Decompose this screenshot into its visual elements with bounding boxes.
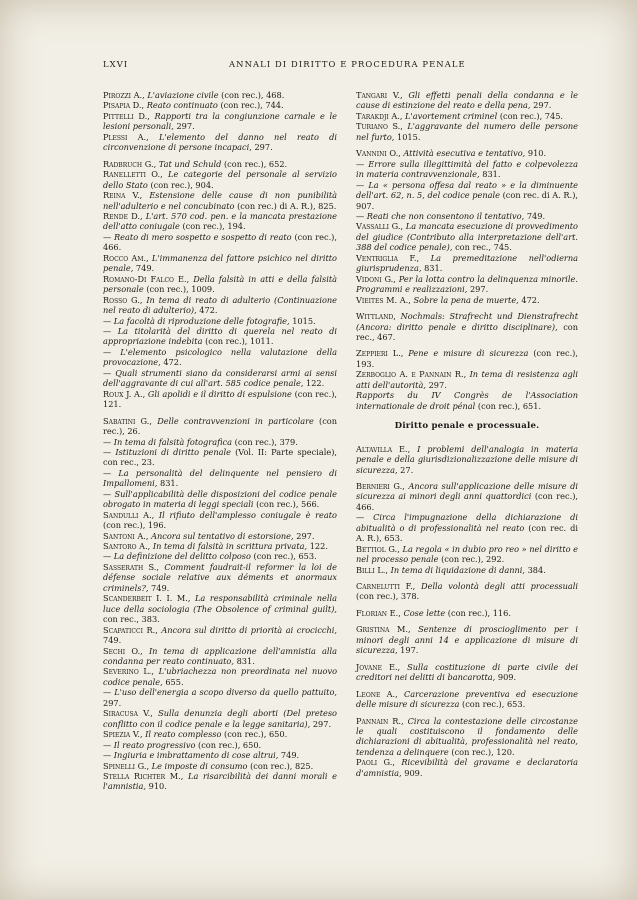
index-entry: [356, 90, 578, 111]
index-entry: [103, 111, 337, 132]
page-reference: 749.: [526, 210, 546, 221]
index-entry: [356, 581, 578, 602]
index-entry: [356, 121, 578, 142]
page-reference: (con rec.), 744.: [220, 100, 284, 111]
index-entry: [356, 565, 578, 575]
page-reference: 297.: [312, 718, 332, 729]
article-title: La mancata esecuzione di provvedimento del giudice (Contributo alla interpretazione dell'art. 388 del codice penale),: [356, 221, 578, 253]
article-title: Ancora sul diritto di priorità ai crocicchi,: [161, 624, 338, 635]
article-title: Sulla denunzia degli aborti (Del preteso conflitto con il codice penale e la legge sanitaria),: [103, 708, 337, 729]
author-name: Zerboglio A. e Pannain R.,: [356, 369, 467, 380]
page-reference: (con rec.), 651.: [477, 400, 542, 411]
page-reference: (con rec.), 466.: [356, 491, 578, 512]
article-title: In tema di applicazione dell'amnistia alla condanna per reato continuato,: [103, 645, 337, 667]
index-entry: [103, 274, 337, 295]
index-entry: [103, 90, 337, 100]
page-reference: (con rec.), 1009.: [146, 284, 215, 295]
author-name: Reina V.,: [103, 190, 143, 201]
author-name: Vassalli G.,: [356, 221, 404, 232]
page-reference: 749.: [280, 750, 300, 761]
article-title: In tema di falsità fotografica: [113, 436, 233, 447]
author-name: Altavilla E.,: [356, 443, 411, 454]
journal-title: ANNALI DI DIRITTO E PROCEDURA PENALE: [229, 59, 466, 69]
article-title: Estensione delle cause di non punibilità nell'adulterio e nel concubinato: [103, 190, 338, 211]
author-name: Vannini O.,: [356, 148, 401, 159]
author-name: Pannain R.,: [356, 715, 404, 726]
article-title: Il reato complesso: [145, 729, 222, 740]
right-column: [356, 90, 578, 778]
index-entry: — Circa l'impugnazione della dichiarazione di abitualità o di professionalità nel reato (con rec. di A. R.), 653.: [356, 512, 578, 544]
article-title: Cose lette: [403, 607, 446, 618]
article-title: La personalità del delinquente nel pensiero di Impallomeni,: [103, 467, 337, 489]
index-entry: [103, 562, 337, 593]
page-reference: 910.: [527, 148, 547, 159]
page-reference: (con rec.), 653.: [253, 551, 317, 562]
index-entry: — Reati che non consentono il tentativo, 749.: [356, 210, 546, 221]
article-title: Errore sulla illegittimità del fatto e colpevolezza in materia contravvenzionale,: [356, 158, 579, 180]
author-name: Plessi A.,: [103, 131, 149, 142]
index-entry: [356, 544, 578, 565]
article-title: Le categorie del personale al servizio dello Stato: [103, 169, 337, 190]
article-title: L'immanenza del fattore psichico nel diritto penale,: [103, 252, 337, 274]
index-entry: [356, 689, 578, 710]
running-header: [103, 59, 571, 73]
article-title: In tema di reato di adulterio (Continuazione nel reato di adulterio),: [103, 294, 337, 316]
author-name: Severino L.,: [103, 666, 154, 677]
article-title: Gli apolidi e il diritto di espulsione: [147, 388, 292, 399]
index-entry: [103, 169, 337, 190]
page-reference: (con rec.), 650.: [224, 729, 288, 740]
page-reference: 27.: [400, 464, 414, 475]
page-reference: 909.: [497, 672, 517, 683]
article-title: Sobre la pena de muerte,: [413, 294, 519, 305]
author-name: Sechi O.,: [103, 645, 143, 656]
article-title: L'avortement criminel: [405, 110, 498, 121]
author-name: Sasserath S.,: [103, 561, 160, 572]
article-title: Per la lotta contro la delinquenza minorile. Programmi e realizzazioni,: [356, 273, 578, 295]
index-entry: [356, 295, 578, 305]
page-reference: 297.: [428, 379, 447, 390]
page-reference: 655.: [165, 676, 184, 687]
page-reference: 1015.: [292, 315, 316, 326]
article-title: Sull'applicabilità delle disposizioni del codice penale obrogato in materia di leggi speciali: [103, 488, 337, 510]
index-entry: [103, 295, 337, 316]
author-name: Rosso G.,: [103, 294, 143, 305]
author-name: Siracusa V.,: [103, 708, 153, 719]
index-entry: [356, 624, 578, 655]
index-entry: — Istituzioni di diritto penale (Vol. II: Parte speciale), con rec., 23.: [103, 446, 337, 468]
page-reference: 749.: [151, 582, 170, 593]
article-title: Carcerazione preventiva ed esecuzione delle misure di sicurezza: [356, 688, 578, 710]
index-entry: — Ingiuria e imbrattamento di cose altrui, 749.: [103, 750, 300, 761]
index-entry: — L'uso dell'energia a scopo diverso da quello pattuito, 297.: [103, 687, 337, 708]
index-entry: [103, 510, 337, 531]
author-name: Scapaticci R.,: [103, 624, 158, 635]
author-name: Roux J. A.,: [103, 388, 146, 399]
page-reference: (con rec.), 745.: [499, 110, 564, 121]
page-reference: 297.: [176, 121, 195, 132]
author-name: Wittland,: [356, 311, 396, 322]
page-reference: 297.: [533, 100, 552, 111]
author-name: Pisapia D.,: [103, 100, 145, 111]
author-name: Romano-Di Falco E.,: [103, 273, 190, 284]
author-name: Jovane E.,: [356, 661, 401, 672]
index-entry: [103, 416, 337, 437]
page-reference: (con rec. di A. R.), 907.: [356, 190, 578, 211]
article-title: La responsabilità criminale nella luce della sociologia (The Obsolence of criminal guilt),: [103, 593, 337, 614]
article-title: L'ubriachezza non preordinata nel nuovo codice penale,: [103, 666, 337, 687]
author-name: Scanderbeit I. I. M.,: [103, 593, 191, 604]
article-title: La definizione del delitto colposo: [113, 551, 251, 562]
index-entry: [103, 708, 337, 729]
author-name: Ventriglia F.,: [356, 252, 420, 263]
author-name: Radbruch G.,: [103, 158, 157, 169]
author-name: Rocco Am.,: [103, 252, 149, 263]
index-entry: [103, 389, 337, 410]
index-entry: — La personalità del delinquente nel pensiero di Impallomeni, 831.: [103, 467, 337, 489]
author-name: Gristina M.,: [356, 624, 411, 635]
article-title: In tema di resistenza agli atti dell'autorità,: [356, 369, 578, 390]
author-name: Sabatini G.,: [103, 415, 152, 426]
index-entry: [356, 757, 578, 778]
page-reference: (con rec.) di A. R.), 825.: [237, 200, 337, 211]
index-entry: [103, 190, 337, 211]
author-name: Carnelutti F.,: [356, 581, 416, 592]
page-number: LXVI: [103, 59, 129, 69]
article-title: La regola « in dubio pro reo » nel diritto e nel processo penale: [356, 543, 579, 565]
article-title: Della volontà degli atti processuali: [421, 581, 578, 592]
page-reference: (Vol. II: Parte speciale), con rec., 23.: [103, 446, 337, 468]
page-reference: (con rec.), 193.: [356, 348, 578, 369]
page-reference: 831.: [424, 263, 443, 274]
page-reference: con rec., 383.: [103, 614, 160, 625]
article-title: Attività esecutiva e tentativo,: [403, 148, 526, 159]
article-title: L'elemento del danno nel reato di circonvenzione di persone incapaci,: [103, 131, 337, 153]
index-entry: [103, 159, 337, 169]
page-reference: (con rec.), 650.: [198, 739, 262, 750]
page-reference: 472.: [163, 357, 182, 368]
index-entry: — Reato di mero sospetto e sospetto di reato (con rec.), 466.: [103, 231, 337, 253]
index-entry: [356, 390, 578, 411]
article-title: Gli effetti penali della condanna e le cause di estinzione del reato e della pena,: [356, 90, 578, 111]
page-reference: 831.: [482, 169, 501, 180]
index-entry: — Quali strumenti siano da considerarsi armi ai sensi dell'aggravante di cui all'art. 585 codice penale, 122.: [103, 367, 337, 389]
author-name: Spiezia V.,: [103, 729, 143, 740]
index-entry: [103, 625, 337, 646]
page-reference: 909.: [404, 767, 423, 778]
author-name: Vieites M. A.,: [356, 294, 411, 305]
page-reference: con rec., 467.: [356, 321, 578, 342]
page-reference: 749.: [103, 635, 122, 646]
page-reference: 122.: [306, 378, 325, 389]
article-title: Ricevibilità del gravame e declaratoria d'amnistia,: [356, 757, 578, 778]
page-reference: (con rec.), 196.: [103, 520, 167, 531]
article-title: Il reato progressivo: [113, 739, 196, 750]
index-entry: [103, 100, 337, 110]
page-reference: (con rec.), 292.: [441, 554, 505, 565]
page-reference: (con rec.), 652.: [223, 158, 288, 169]
index-entry: [356, 111, 578, 121]
page-reference: (con rec.), 1011.: [205, 336, 274, 347]
article-title: I problemi dell'analogia in materia penale e della giurisdizionalizzazione delle misure di sicurezza,: [356, 443, 578, 475]
page-reference: 831.: [236, 656, 255, 667]
index-entry: [103, 593, 337, 624]
article-title: La « persona offesa dal reato » e la diminuente dell'art. 62, n. 5, del codice penale: [356, 179, 578, 201]
left-column: [103, 90, 337, 792]
index-entry: [356, 608, 578, 618]
page-reference: con rec., 745.: [455, 242, 512, 253]
index-entry: [103, 646, 337, 667]
author-name: Santoni A.,: [103, 530, 149, 541]
author-name: Pittelli D.,: [103, 110, 150, 121]
author-name: Pirozzi A.,: [103, 90, 145, 100]
article-title: Quali strumenti siano da considerarsi armi ai sensi dell'aggravante di cui all'art. 585 codice penale,: [103, 367, 337, 389]
author-name: Vidoni G.,: [356, 273, 396, 284]
article-title: Della falsità in atti e della falsità personale: [103, 273, 337, 295]
article-title: Pene e misure di sicurezza: [408, 348, 529, 359]
article-title: Le imposte di consumo: [151, 760, 248, 771]
page-reference: (con rec.), 26.: [103, 415, 338, 437]
article-title: Tat und Schuld: [158, 158, 222, 169]
author-name: Turiano S.,: [356, 121, 403, 132]
article-title: Istituzioni di diritto penale: [115, 446, 231, 457]
index-entry: [356, 253, 578, 274]
page-reference: 910.: [148, 781, 167, 792]
page-reference: 122.: [309, 541, 328, 552]
author-name: Ranelletti O.,: [103, 169, 163, 180]
page-reference: (con rec.), 121.: [103, 388, 337, 410]
index-entry: — In tema di falsità fotografica (con rec.), 379.: [103, 436, 298, 447]
article-title: L'uso dell'energia a scopo diverso da quello pattuito,: [114, 687, 337, 698]
index-entry: [356, 311, 578, 342]
article-title: Circa la contestazione delle circostanze le quali costituiscono il fondamento delle dichiarazioni di abitualità, professionalità nel reato, tendenza a delinquere: [356, 715, 578, 757]
author-name: Bettiol G.,: [356, 543, 400, 554]
index-entry: [356, 369, 578, 390]
article-title: Rapporti tra la congiunzione carnale e le lesioni personali,: [103, 110, 338, 132]
index-entry: [103, 253, 337, 274]
author-name: Billi L.,: [356, 564, 388, 575]
index-entry: — La titolarità del diritto di querela nel reato di appropriazione indebita (con rec.), 1011.: [103, 325, 337, 347]
index-entry: [356, 348, 578, 369]
article-title: Nochmals: Strafrecht und Dienstrafrecht (Ancora: diritto penale e diritto disciplinare),: [356, 311, 578, 332]
article-title: Ingiuria e imbrattamento di cose altrui,: [113, 750, 279, 761]
index-entry: [103, 771, 337, 792]
author-name: Tangari V.,: [356, 90, 403, 100]
index-entry: [356, 221, 578, 252]
article-title: In tema di falsità in scrittura privata,: [152, 541, 308, 552]
article-title: Comment faudrait-il reformer la loi de défense sociale relative aux déments et anormaux criminels?,: [103, 561, 337, 593]
page-reference: (con rec.), 468.: [221, 90, 285, 100]
author-name: Leone A.,: [356, 688, 398, 699]
page-reference: (con rec. di A. R.), 653.: [356, 522, 578, 544]
page-reference: 1015.: [397, 131, 421, 142]
article-title: La premeditazione nell'odierna giurisprudenza,: [356, 252, 578, 274]
page-reference: (con rec.), 378.: [356, 591, 420, 602]
author-name: Spinelli G.,: [103, 760, 150, 771]
index-entry: [356, 481, 578, 512]
page-reference: (con rec.), 379.: [234, 436, 298, 447]
page-reference: (con rec.), 120.: [451, 746, 515, 757]
article-title: L'aviazione civile: [147, 90, 219, 100]
index-entry: — La definizione del delitto colposo (con rec.), 653.: [103, 551, 317, 562]
article-title: La facoltà di riproduzione delle fotografie,: [113, 315, 290, 326]
page-reference: 472.: [199, 305, 218, 316]
index-entry: [103, 211, 337, 232]
index-entry: — La « persona offesa dal reato » e la diminuente dell'art. 62, n. 5, del codice penale (con rec. di A. R.), 907.: [356, 179, 578, 211]
index-entry: [103, 531, 337, 541]
index-entry: [103, 541, 337, 551]
page-reference: 197.: [400, 645, 419, 656]
article-title: Ancora sull'applicazione delle misure di sicurezza ai minori degli anni quattordici: [356, 480, 579, 502]
page-reference: 472.: [521, 294, 540, 305]
article-title: Reato di mero sospetto e sospetto di reato: [114, 231, 292, 242]
article-title: Sulla costituzione di parte civile dei creditori nei delitti di bancarotta,: [356, 661, 578, 683]
index-entry: [103, 132, 337, 153]
article-title: L'aggravante del numero delle persone nel furto,: [356, 121, 578, 142]
article-title: Rapports du IV Congrès de l'Association internationale de droit pénal: [356, 390, 578, 411]
author-name: Paoli G.,: [356, 757, 395, 768]
author-name: Stella Richter M.,: [103, 771, 184, 781]
article-title: Il rifiuto dell'amplesso coniugale è reato: [158, 509, 337, 520]
author-name: Florian E.,: [356, 607, 401, 618]
article-title: Delle contravvenzioni in particolare: [157, 415, 314, 426]
page-reference: 297.: [103, 697, 122, 708]
page-reference: (con rec.), 116.: [447, 607, 511, 618]
author-name: Sandulli A.,: [103, 509, 155, 520]
page-reference: 384.: [527, 564, 546, 575]
page-reference: 297.: [296, 530, 315, 541]
article-title: Reato continuato: [146, 100, 218, 111]
page-reference: 749.: [135, 263, 155, 274]
index-entry: — Errore sulla illegittimità del fatto e colpevolezza in materia contravvenzionale, 831.: [356, 158, 579, 180]
index-entry: — Sull'applicabilità delle disposizioni del codice penale obrogato in materia di leggi speciali (con rec.), 566.: [103, 488, 337, 510]
page-reference: 831.: [160, 478, 179, 489]
page-reference: (con rec.), 466.: [103, 231, 337, 253]
section-heading: Diritto penale e processuale.: [394, 421, 540, 432]
index-entry: [356, 148, 578, 158]
article-title: Reati che non consentono il tentativo,: [366, 210, 525, 221]
page-reference: 297.: [254, 142, 273, 153]
index-entry: [356, 274, 578, 295]
index-entry: — L'elemento psicologico nella valutazione della provocazione, 472.: [103, 346, 337, 368]
article-title: Ancora sul tentativo di estorsione,: [151, 530, 294, 541]
index-entry: [103, 761, 337, 771]
author-name: Rende D.,: [103, 210, 143, 221]
article-title: Sentenze di proscioglimento per i minori degli anni 14 e applicazione di misure di sicurezza,: [356, 624, 579, 656]
author-name: Santoro A.,: [103, 541, 151, 552]
index-entry: [356, 716, 578, 758]
page-reference: (con rec.), 566.: [256, 499, 320, 510]
article-title: La titolarità del diritto di querela nel reato di appropriazione indebita: [103, 325, 337, 347]
article-title: In tema di liquidazione di danni,: [390, 564, 525, 575]
index-entry: [356, 444, 578, 475]
article-title: Circa l'impugnazione della dichiarazione di abitualità o di professionalità nel reato: [356, 512, 578, 533]
page-reference: (con rec.), 825.: [250, 760, 314, 771]
page-reference: (con rec.), 194.: [182, 221, 246, 232]
author-name: Zeppieri L.,: [356, 348, 404, 359]
index-entry: — La facoltà di riproduzione delle fotografie, 1015.: [103, 315, 316, 326]
page-reference: (con rec.), 653.: [462, 699, 526, 710]
index-entry: [103, 729, 337, 739]
article-title: La risarcibilità dei danni morali e l'amnistia,: [103, 771, 337, 792]
article-title: L'art. 570 cod. pen. e la mancata prestazione dell'atto coniugale: [103, 210, 337, 232]
author-name: Bernieri G.,: [356, 480, 405, 491]
author-name: Tarakdji A.,: [356, 110, 403, 121]
page-reference: (con rec.), 904.: [150, 179, 214, 190]
page-reference: 297.: [469, 284, 489, 295]
index-entry: [103, 666, 337, 687]
index-entry: [356, 662, 578, 683]
index-entry: — Il reato progressivo (con rec.), 650.: [103, 739, 262, 750]
article-title: L'elemento psicologico nella valutazione della provocazione,: [103, 346, 337, 368]
